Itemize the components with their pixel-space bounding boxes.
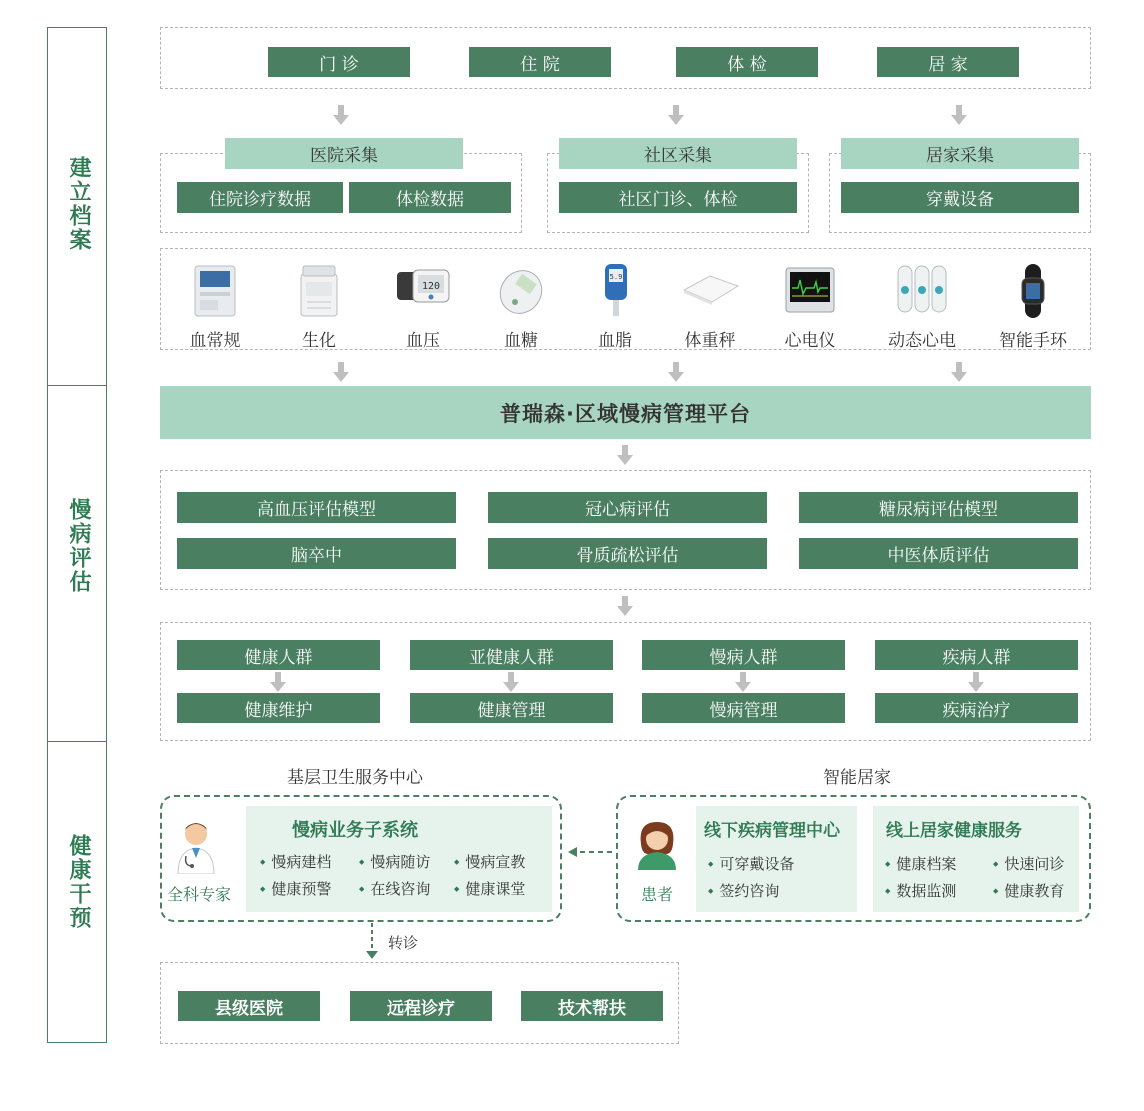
down-arrow-icon <box>270 672 286 692</box>
blood-pressure-monitor-icon <box>393 262 453 320</box>
home-collect-title: 居家采集 <box>841 138 1079 169</box>
device-label: 动态心电 <box>888 331 956 351</box>
assessment-diabetes: 糖尿病评估模型 <box>799 492 1078 523</box>
lipid-meter-icon <box>585 262 645 320</box>
group-chronic: 慢病人群 <box>642 640 845 670</box>
source-outpatient: 门 诊 <box>268 47 410 77</box>
down-arrow-icon <box>951 362 967 382</box>
action-health-management: 健康管理 <box>410 693 613 723</box>
offline-center-panel <box>696 806 857 912</box>
action-chronic-management: 慢病管理 <box>642 693 845 723</box>
holter-icon <box>892 262 952 320</box>
device-label: 血脂 <box>598 331 632 351</box>
online-service-title: 线上居家健康服务 <box>886 821 1022 841</box>
action-disease-treatment: 疾病治疗 <box>875 693 1078 723</box>
doctor-icon <box>172 818 220 874</box>
online-item: ◆ 快速问诊 <box>993 853 1064 874</box>
sidebar-label-assessment: 慢病评估 <box>66 498 91 594</box>
telemedicine-box: 远程诊疗 <box>350 991 492 1021</box>
hospital-collect-title: 医院采集 <box>225 138 463 169</box>
down-arrow-icon <box>951 105 967 125</box>
device-smart-band <box>990 262 1076 351</box>
device-blood-pressure <box>388 262 458 351</box>
svg-text:5.9: 5.9 <box>609 273 623 281</box>
svg-text:120: 120 <box>421 281 441 292</box>
device-holter <box>880 262 964 351</box>
center-role-label: 全科专家 <box>167 885 232 904</box>
device-biochemistry <box>284 262 354 351</box>
blood-analyzer-icon <box>185 262 245 320</box>
assessment-tcm: 中医体质评估 <box>799 538 1078 569</box>
home-heading: 智能居家 <box>823 768 891 788</box>
inpatient-data-box: 住院诊疗数据 <box>177 182 343 213</box>
down-arrow-icon <box>503 672 519 692</box>
down-dashed-arrow-icon <box>364 923 380 961</box>
chronic-system-title: 慢病业务子系统 <box>292 820 418 841</box>
device-label: 智能手环 <box>999 331 1067 351</box>
online-service-panel <box>873 806 1079 912</box>
referral-label: 转诊 <box>388 934 419 952</box>
down-arrow-icon <box>668 362 684 382</box>
online-item: ◆ 数据监测 <box>885 880 956 901</box>
down-arrow-icon <box>735 672 751 692</box>
device-label: 血压 <box>406 331 440 351</box>
platform-banner: 普瑞森·区域慢病管理平台 <box>160 386 1091 439</box>
system-item: ◆ 健康课堂 <box>454 878 525 899</box>
wearable-device-box: 穿戴设备 <box>841 182 1079 213</box>
biochemistry-analyzer-icon <box>289 262 349 320</box>
assessment-hypertension: 高血压评估模型 <box>177 492 456 523</box>
group-disease: 疾病人群 <box>875 640 1078 670</box>
assessment-osteoporosis: 骨质疏松评估 <box>488 538 767 569</box>
center-heading: 基层卫生服务中心 <box>287 768 423 788</box>
online-item: ◆ 健康教育 <box>993 880 1064 901</box>
assessment-coronary: 冠心病评估 <box>488 492 767 523</box>
sidebar-label-archive: 建立档案 <box>66 156 91 252</box>
system-item: ◆ 在线咨询 <box>359 878 430 899</box>
down-arrow-icon <box>617 596 633 616</box>
down-arrow-icon <box>668 105 684 125</box>
device-label: 血常规 <box>189 331 241 351</box>
checkup-data-box: 体检数据 <box>349 182 511 213</box>
down-arrow-icon <box>968 672 984 692</box>
system-item: ◆ 慢病建档 <box>260 851 331 872</box>
sidebar-section-assessment <box>47 385 107 741</box>
home-role-label: 患者 <box>641 885 674 904</box>
community-clinic-box: 社区门诊、体检 <box>559 182 797 213</box>
device-label: 血糖 <box>504 331 538 351</box>
system-item: ◆ 慢病随访 <box>359 851 430 872</box>
tech-support-box: 技术帮扶 <box>521 991 663 1021</box>
source-inpatient: 住 院 <box>469 47 611 77</box>
group-healthy: 健康人群 <box>177 640 380 670</box>
source-home: 居 家 <box>877 47 1019 77</box>
sidebar-label-intervention: 健康干预 <box>66 834 91 930</box>
county-hospital-box: 县级医院 <box>178 991 320 1021</box>
offline-item: ◆ 签约咨询 <box>708 880 779 901</box>
device-label: 体重秤 <box>684 331 736 351</box>
online-item: ◆ 健康档案 <box>885 853 956 874</box>
device-ecg <box>774 262 846 351</box>
down-arrow-icon <box>333 362 349 382</box>
device-label: 心电仪 <box>784 331 836 351</box>
glucose-meter-icon <box>491 262 551 320</box>
sidebar-section-archive <box>47 27 107 385</box>
system-item: ◆ 健康预警 <box>260 878 331 899</box>
group-subhealthy: 亚健康人群 <box>410 640 613 670</box>
device-label: 生化 <box>302 331 336 351</box>
community-collect-title: 社区采集 <box>559 138 797 169</box>
patient-icon <box>632 818 682 870</box>
assessment-stroke: 脑卒中 <box>177 538 456 569</box>
ecg-monitor-icon <box>780 262 840 320</box>
action-health-maintenance: 健康维护 <box>177 693 380 723</box>
device-glucose <box>486 262 556 351</box>
device-blood-routine <box>180 262 250 351</box>
offline-center-title: 线下疾病管理中心 <box>704 821 840 841</box>
left-arrow-icon <box>566 844 614 860</box>
device-lipid <box>580 262 650 351</box>
offline-item: ◆ 可穿戴设备 <box>708 853 794 874</box>
sidebar-section-intervention <box>47 741 107 1043</box>
smart-band-icon <box>1003 262 1063 320</box>
system-item: ◆ 慢病宣教 <box>454 851 525 872</box>
source-checkup: 体 检 <box>676 47 818 77</box>
device-scale <box>672 262 748 351</box>
scale-icon <box>680 262 740 320</box>
assessment-panel <box>160 470 1091 590</box>
down-arrow-icon <box>617 445 633 465</box>
down-arrow-icon <box>333 105 349 125</box>
chronic-system-panel <box>246 806 552 912</box>
